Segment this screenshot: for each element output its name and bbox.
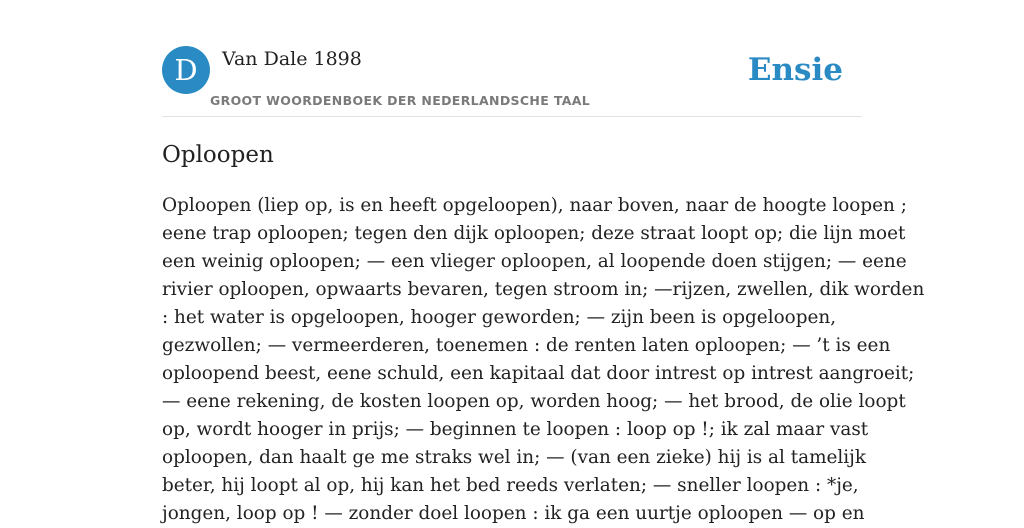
definition-line: rivier oploopen, opwaarts bevaren, tegen stroom in; —rijzen, zwellen, dik worden <box>162 279 925 300</box>
source-header <box>162 46 862 117</box>
source-avatar[interactable]: D <box>162 46 210 94</box>
definition-line: eene trap oploopen; tegen den dijk oploopen; deze straat loopt op; die lijn moet <box>162 223 906 244</box>
definition-line: : het water is opgeloopen, hooger geworden; — zijn been is opgeloopen, <box>162 307 837 328</box>
entry-title: Oploopen <box>162 142 274 168</box>
definition-line: gezwollen; — vermeerderen, toenemen : de renten laten oploopen; — ’t is een <box>162 335 891 356</box>
definition-line: beter, hij loopt al op, hij kan het bed reeds verlaten; — sneller loopen : *je, <box>162 475 859 496</box>
definition-line: — eene rekening, de kosten loopen op, worden hoog; — het brood, de olie loopt <box>162 391 906 412</box>
definition-line: oploopen, dan haalt ge me straks wel in; — (van een zieke) hij is al tamelijk <box>162 447 867 468</box>
definition-line: een weinig oploopen; — een vlieger oploopen, al loopende doen stijgen; — eene <box>162 251 907 272</box>
definition-line: Oploopen (liep op, is en heeft opgeloopen), naar boven, naar de hoogte loopen ; <box>162 195 907 216</box>
source-title[interactable]: Van Dale 1898 <box>222 48 362 70</box>
definition-line: jongen, loop op ! — zonder doel loopen : ik ga een uurtje oploopen — op en <box>162 503 865 524</box>
brand-logo[interactable]: Ensie <box>747 52 843 88</box>
entry-definition <box>162 192 925 528</box>
definition-line: op, wordt hooger in prijs; — beginnen te loopen : loop op !; ik zal maar vast <box>162 419 869 440</box>
source-subtitle: GROOT WOORDENBOEK DER NEDERLANDSCHE TAAL <box>210 93 591 108</box>
definition-line: oploopend beest, eene schuld, een kapitaal dat door intrest op intrest aangroeit; <box>162 363 915 384</box>
